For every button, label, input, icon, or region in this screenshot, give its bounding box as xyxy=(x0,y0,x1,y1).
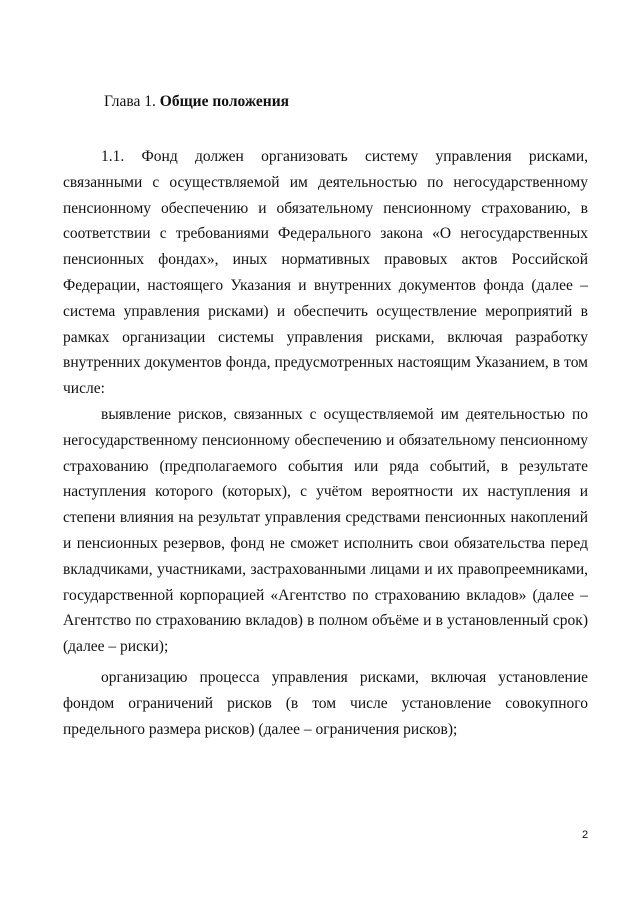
chapter-number: Глава 1. xyxy=(104,93,156,110)
paragraph-1-1: 1.1. Фонд должен организовать систему управления рисками, связанными с осуществляемой им деятельностью по негосударственному пенсионному обеспечению и обязательному пенсионному страхованию, в соответствии с требованиями Федерального закона «О негосударственных пенсионных фондах», иных нормативных правовых актов Российской Федерации, настоящего Указания и внутренних документов фонда (далее – система управления рисками) и обеспечить осуществление мероприятий в рамках организации системы управления рисками, включая разработку внутренних документов фонда, предусмотренных настоящим Указанием, в том числе: xyxy=(63,148,588,398)
paragraph-risk-identification: выявление рисков, связанных с осуществляемой им деятельностью по негосударственному пенсионному обеспечению и обязательному пенсионному страхованию (предполагаемого события или ряда событий, в результате наступления которого (которых), с учётом вероятности их наступления и степени влияния на результат управления средствами пенсионных накоплений и пенсионных резервов, фонд не сможет исполнить свои обязательства перед вкладчиками, участниками, застрахованными лицами и их правопреемниками, государственной корпорацией «Агентство по страхованию вкладов» (далее – Агентство по страхованию вкладов) в полном объёме и в установленный срок) (далее – риски); xyxy=(63,405,588,656)
paragraph-risk-management-process: организацию процесса управления рисками, включая установление фондом ограничений рисков (в том числе установление совокупного предельного размера рисков) (далее – ограничения рисков); xyxy=(63,668,588,738)
chapter-title: Общие положения xyxy=(159,93,290,110)
chapter-heading xyxy=(104,92,289,112)
page-number: 2 xyxy=(582,829,589,841)
document-body xyxy=(63,144,588,742)
